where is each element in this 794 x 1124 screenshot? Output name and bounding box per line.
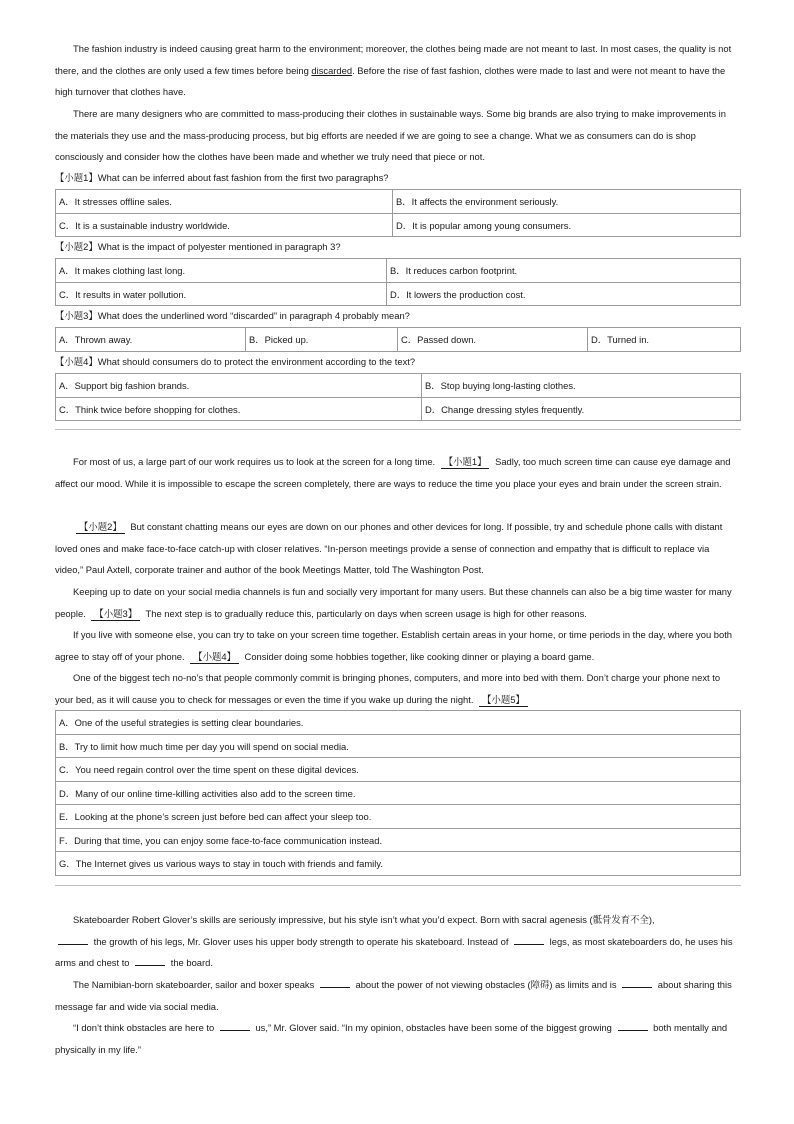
option: A．One of the useful strategies is setting clear boundaries. xyxy=(56,711,741,735)
passage1-paragraph1: The fashion industry is indeed causing great harm to the environment; moreover, the clothes being made are not meant to last. In most cases, the quality is not there, and the clothes are only used a few times before being discarded. Before the rise of fast fashion, clothes were made to last and were not meant to have the high turnover that clothes have. xyxy=(55,43,732,98)
option: C．Passed down. xyxy=(398,328,588,352)
question-stem: 【小题4】What should consumers do to protect the environment according to the text? xyxy=(55,356,416,367)
blank-3: 【小题3】 xyxy=(91,608,140,621)
option: C．It results in water pollution. xyxy=(56,282,387,306)
blank xyxy=(135,955,165,966)
options-table-seven-choose-five xyxy=(55,710,741,876)
option: D．It is popular among young consumers. xyxy=(393,213,741,237)
option: D．Change dressing styles frequently. xyxy=(422,397,741,421)
blank-5: 【小题5】 xyxy=(479,694,528,707)
blank-2: 【小题2】 xyxy=(76,521,125,534)
passage2-paragraph5: One of the biggest tech no-no’s that people commonly commit is bringing phones, computers, and more into bed with them. Don’t charge your phone next to your bed, as it will cause you to check for messages or even the time if you wake up during the night. 【小题5】 xyxy=(55,672,721,705)
blank xyxy=(618,1020,648,1031)
blank xyxy=(320,977,350,988)
option: C．You need regain control over the time spent on these digital devices. xyxy=(56,758,741,782)
blank xyxy=(622,977,652,988)
passage2-paragraph1: For most of us, a large part of our work requires us to look at the screen for a long time. 【小题1】 Sadly, too much screen time can cause eye damage and affect our mood. While it is impossible to escape the screen completely, there are ways to reduce the time you place your eyes and brain under the screen strain. xyxy=(55,456,731,489)
option: D．Many of our online time-killing activities also add to the screen time. xyxy=(56,781,741,805)
options-table xyxy=(55,327,741,352)
passage2-paragraph2: 【小题2】 But constant chatting means our eyes are down on our phones and other devices for long. If possible, try and schedule phone calls with distant loved ones and make face-to-face catch-up with closer relatives. “In-person meetings provide a sense of connection and empathy that is difficult to replace via video,” Paul Axtell, corporate trainer and author of the book Meetings Matter, told The Washington Post. xyxy=(55,521,723,576)
option: D．It lowers the production cost. xyxy=(387,282,741,306)
section-divider xyxy=(55,429,741,430)
option: B．It affects the environment seriously. xyxy=(393,190,741,214)
question-stem: 【小题1】What can be inferred about fast fashion from the first two paragraphs? xyxy=(55,172,389,183)
blank-1: 【小题1】 xyxy=(441,456,490,469)
option: B．Picked up. xyxy=(246,328,398,352)
passage3-paragraph1: Skateboarder Robert Glover’s skills are seriously impressive, but his style isn’t what you’d expect. Born with sacral agenesis (骶骨发育不全), the growth of his legs, Mr. Glover uses his upper body strength to operate his skateboard. Instead of legs, as most skateboarders do, he uses his arms and chest to the board. xyxy=(55,914,733,969)
option: F．During that time, you can enjoy some face-to-face communication instead. xyxy=(56,828,741,852)
passage3-paragraph2: The Namibian-born skateboarder, sailor and boxer speaks about the power of not viewing obstacles (障碍) as limits and is about sharing this message far and wide via social media. xyxy=(55,979,732,1012)
option: A．It makes clothing last long. xyxy=(56,259,387,283)
option: B．Stop buying long-lasting clothes. xyxy=(422,374,741,398)
underlined-word: discarded xyxy=(311,64,353,76)
passage1-paragraph2: There are many designers who are committed to mass-producing their clothes in sustainable ways. Some big brands are also trying to make improvements in the materials they use and the mass-producing process, but big efforts are needed if we are going to see a change. What we as consumers can do is shop consciously and consider how the clothes have been made and whether we truly need that piece or not. xyxy=(55,108,726,163)
option: C．It is a sustainable industry worldwide. xyxy=(56,213,393,237)
blank xyxy=(220,1020,250,1031)
option: B．Try to limit how much time per day you will spend on social media. xyxy=(56,734,741,758)
option: A．Thrown away. xyxy=(56,328,246,352)
options-table xyxy=(55,258,741,306)
section-divider xyxy=(55,885,741,886)
options-table xyxy=(55,189,741,237)
option: E．Looking at the phone’s screen just before bed can affect your sleep too. xyxy=(56,805,741,829)
option: D．Turned in. xyxy=(588,328,741,352)
blank xyxy=(514,934,544,945)
blank xyxy=(58,934,88,945)
option: C．Think twice before shopping for clothes. xyxy=(56,397,422,421)
options-table xyxy=(55,373,741,421)
question-stem: 【小题3】What does the underlined word “discarded” in paragraph 4 probably mean? xyxy=(55,310,410,321)
option: A．Support big fashion brands. xyxy=(56,374,422,398)
blank-4: 【小题4】 xyxy=(190,651,239,664)
option: G．The Internet gives us various ways to stay in touch with friends and family. xyxy=(56,852,741,876)
passage2-paragraph3: Keeping up to date on your social media channels is fun and socially very important for many users. But these channels can also be a big time waster for many people. 【小题3】 The next step is to gradually reduce this, particularly on days when screen usage is high for other reasons. xyxy=(55,586,732,619)
question-stem: 【小题2】What is the impact of polyester mentioned in paragraph 3? xyxy=(55,241,341,252)
passage3-paragraph3: “I don’t think obstacles are here to us,” Mr. Glover said. “In my opinion, obstacles have been some of the biggest growing both mentally and physically in my life.” xyxy=(55,1022,728,1055)
option: B．It reduces carbon footprint. xyxy=(387,259,741,283)
option: A．It stresses offline sales. xyxy=(56,190,393,214)
passage2-paragraph4: If you live with someone else, you can try to take on your screen time together. Establish certain areas in your home, or time periods in the day, where you both agree to stay off of your phone. 【小题4】 Consider doing some hobbies together, like cooking dinner or playing a board game. xyxy=(55,629,733,662)
